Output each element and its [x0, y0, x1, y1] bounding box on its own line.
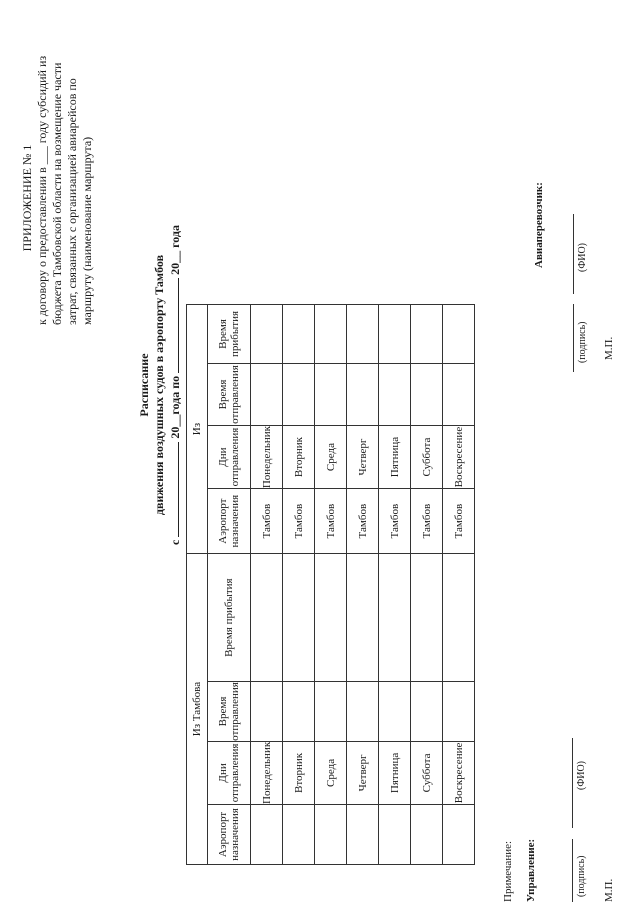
table-row — [379, 304, 411, 864]
cell-dest-airport-from — [411, 805, 443, 865]
cell-day-to: Суббота — [411, 425, 443, 488]
carrier-signature-caption: (подпись) — [577, 321, 588, 363]
cell-arr-time-to — [315, 304, 347, 363]
carrier-fio-line — [573, 214, 574, 294]
carrier-stamp: М.П. — [603, 336, 615, 360]
cell-arr-time-from — [251, 554, 283, 682]
cell-dest-airport-from — [283, 805, 315, 865]
header-dep-days-2: Дни отправления — [208, 425, 251, 488]
management-stamp: М.П. — [603, 878, 615, 902]
header-arr-time-2: Время прибытия — [208, 304, 251, 363]
cell-arr-time-to — [443, 304, 475, 363]
cell-dest-airport-from — [347, 805, 379, 865]
header-dep-time-2: Время отправления — [208, 363, 251, 425]
header-dep-time-1: Время отправления — [208, 682, 251, 742]
cell-day-to: Понедельник — [251, 425, 283, 488]
schedule-title: Расписание — [137, 353, 151, 417]
management-signature-line — [572, 839, 573, 902]
header-arr-time-1: Время прибытия — [208, 554, 251, 682]
group-from-tambov: Из Тамбова — [187, 554, 208, 865]
header-dest-airport-1: Аэропорт назначения — [208, 805, 251, 865]
period-mid: 20__года по — [168, 375, 182, 439]
cell-arr-time-from — [347, 554, 379, 682]
schedule-subtitle: движения воздушных судов в аэропорту Тамбов — [152, 254, 166, 516]
cell-arr-time-from — [411, 554, 443, 682]
cell-day-to: Среда — [315, 425, 347, 488]
cell-dep-time-to — [283, 363, 315, 425]
cell-arr-time-to — [283, 304, 315, 363]
cell-dep-time-to — [315, 363, 347, 425]
cell-arr-time-from — [443, 554, 475, 682]
cell-airport-to: Тамбов — [379, 489, 411, 554]
management-signature-caption: (подпись) — [576, 855, 587, 897]
period-prefix: с — [168, 539, 182, 545]
period-start-blank — [167, 442, 179, 537]
appendix-title: ПРИЛОЖЕНИЕ № 1 — [20, 144, 34, 252]
cell-arr-time-to — [411, 304, 443, 363]
cell-arr-time-to — [379, 304, 411, 363]
table-row — [411, 304, 443, 864]
appendix-line-4: маршруту (наименование маршрута) — [80, 136, 94, 325]
cell-day-from: Среда — [315, 741, 347, 804]
cell-arr-time-from — [283, 554, 315, 682]
cell-day-from: Понедельник — [251, 741, 283, 804]
cell-day-to: Пятница — [379, 425, 411, 488]
carrier-signature-line — [573, 304, 574, 372]
cell-dep-time-from — [283, 682, 315, 742]
cell-dep-time-from — [443, 682, 475, 742]
cell-airport-to: Тамбов — [443, 489, 475, 554]
cell-dep-time-from — [379, 682, 411, 742]
table-row — [443, 304, 475, 864]
cell-dest-airport-from — [251, 805, 283, 865]
cell-day-from: Воскресение — [443, 741, 475, 804]
cell-day-from: Пятница — [379, 741, 411, 804]
period-suffix: 20__ года — [168, 225, 182, 275]
header-dest-airport-2: Аэропорт назначения — [208, 489, 251, 554]
cell-arr-time-to — [251, 304, 283, 363]
appendix-line-1: к договору о предоставлении в ___ году субсидий из — [35, 55, 49, 325]
management-label: Управление: — [525, 838, 537, 902]
cell-dep-time-from — [251, 682, 283, 742]
cell-airport-to: Тамбов — [283, 489, 315, 554]
cell-day-from: Четверг — [347, 741, 379, 804]
cell-day-to: Четверг — [347, 425, 379, 488]
cell-dep-time-to — [411, 363, 443, 425]
period-end-blank — [167, 278, 179, 373]
cell-dep-time-to — [347, 363, 379, 425]
table-row — [251, 304, 283, 864]
cell-dep-time-to — [379, 363, 411, 425]
carrier-fio-caption: (ФИО) — [577, 242, 588, 272]
schedule-period — [167, 165, 183, 605]
cell-dest-airport-from — [315, 805, 347, 865]
cell-airport-to: Тамбов — [411, 489, 443, 554]
cell-airport-to: Тамбов — [251, 489, 283, 554]
cell-arr-time-from — [315, 554, 347, 682]
cell-day-from: Суббота — [411, 741, 443, 804]
cell-arr-time-to — [347, 304, 379, 363]
cell-arr-time-from — [379, 554, 411, 682]
cell-dep-time-from — [411, 682, 443, 742]
cell-day-to: Вторник — [283, 425, 315, 488]
cell-dep-time-from — [315, 682, 347, 742]
management-fio-line — [572, 738, 573, 828]
cell-day-from: Вторник — [283, 741, 315, 804]
schedule-table — [186, 304, 475, 865]
cell-airport-to: Тамбов — [347, 489, 379, 554]
cell-dest-airport-from — [443, 805, 475, 865]
appendix-line-2: бюджета Тамбовской области на возмещение части — [50, 62, 64, 325]
group-to: Из — [187, 304, 208, 553]
cell-airport-to: Тамбов — [315, 489, 347, 554]
cell-dep-time-to — [251, 363, 283, 425]
appendix-line-3: затрат, связанных с организацией авиарейсов по — [65, 78, 79, 325]
cell-dest-airport-from — [379, 805, 411, 865]
note-label: Примечание: — [502, 840, 514, 902]
table-row — [283, 304, 315, 864]
table-row — [347, 304, 379, 864]
cell-day-to: Воскресение — [443, 425, 475, 488]
cell-dep-time-to — [443, 363, 475, 425]
cell-dep-time-from — [347, 682, 379, 742]
management-fio-caption: (ФИО) — [576, 760, 587, 790]
table-row — [315, 304, 347, 864]
carrier-label: Авиаперевозчик: — [533, 182, 545, 268]
header-dep-days-1: Дни отправления — [208, 741, 251, 804]
